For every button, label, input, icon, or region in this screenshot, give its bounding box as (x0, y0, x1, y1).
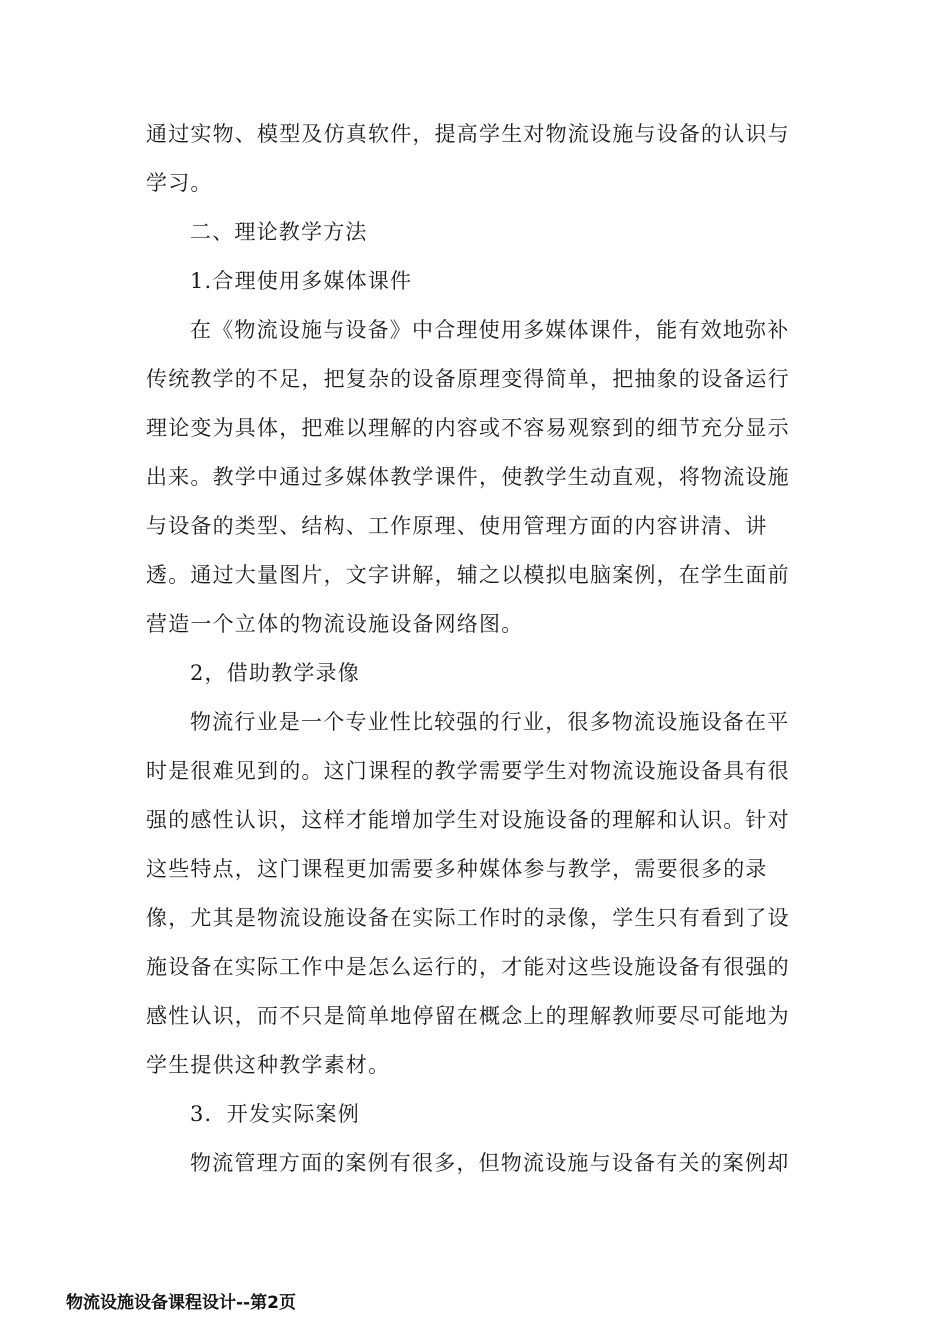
paragraph-line: 出来。教学中通过多媒体教学课件，使教学生动直观，将物流设施 (146, 465, 790, 489)
paragraph-line: 施设备在实际工作中是怎么运行的，才能对这些设施设备有很强的 (146, 955, 790, 979)
section-heading: 二、理论教学方法 (190, 220, 368, 244)
paragraph-line: 感性认识，而不只是简单地停留在概念上的理解教师要尽可能地为 (146, 1004, 790, 1028)
paragraph-line: 通过实物、模型及仿真软件，提高学生对物流设施与设备的认识与 (146, 122, 790, 146)
paragraph-line: 营造一个立体的物流设施设备网络图。 (146, 612, 524, 636)
paragraph-line: 在《物流设施与设备》中合理使用多媒体课件，能有效地弥补 (190, 318, 790, 342)
subsection-heading: 2，借助教学录像 (190, 661, 360, 685)
paragraph-line: 时是很难见到的。这门课程的教学需要学生对物流设施设备具有很 (146, 759, 790, 783)
paragraph-line: 物流管理方面的案例有很多，但物流设施与设备有关的案例却 (190, 1151, 790, 1175)
paragraph-line: 透。通过大量图片，文字讲解，辅之以模拟电脑案例，在学生面前 (146, 563, 790, 587)
paragraph-line: 物流行业是一个专业性比较强的行业，很多物流设施设备在平 (190, 710, 790, 734)
subsection-heading: 3．开发实际案例 (190, 1102, 360, 1126)
paragraph-line: 与设备的类型、结构、工作原理、使用管理方面的内容讲清、讲 (146, 514, 768, 538)
document-body (146, 110, 806, 1188)
paragraph-line: 学生提供这种教学素材。 (146, 1053, 391, 1077)
subsection-heading: 1.合理使用多媒体课件 (190, 269, 413, 293)
paragraph-line: 理论变为具体，把难以理解的内容或不容易观察到的细节充分显示 (146, 416, 790, 440)
paragraph-line: 强的感性认识，这样才能增加学生对设施设备的理解和认识。针对 (146, 808, 790, 832)
paragraph-line: 学习。 (146, 171, 213, 195)
paragraph-line: 像，尤其是物流设施设备在实际工作时的录像，学生只有看到了设 (146, 906, 790, 930)
paragraph-line: 传统教学的不足，把复杂的设备原理变得简单，把抽象的设备运行 (146, 367, 790, 391)
page-footer: 物流设施设备课程设计--第2页 (66, 1293, 296, 1313)
paragraph-line: 这些特点，这门课程更加需要多种媒体参与教学，需要很多的录 (146, 857, 768, 881)
